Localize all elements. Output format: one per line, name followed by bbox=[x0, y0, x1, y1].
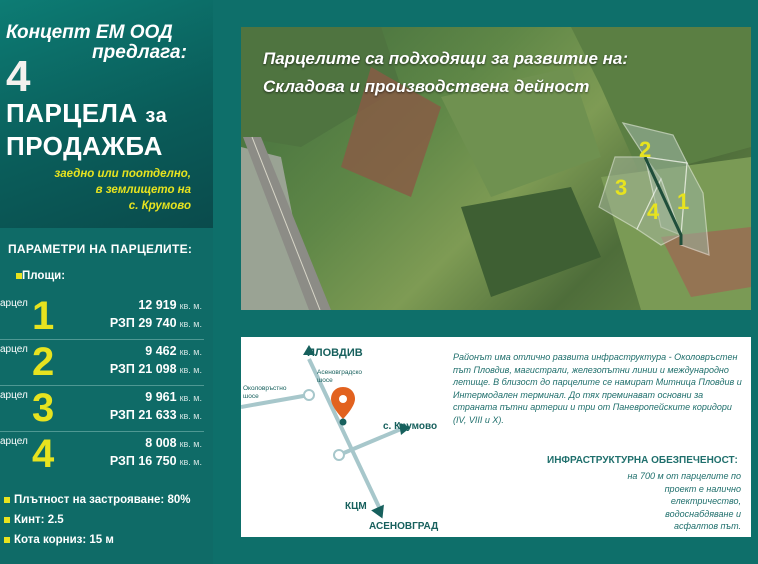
density-spec: Плътност на застрояване: 80% bbox=[4, 494, 190, 506]
bullet-icon bbox=[16, 273, 22, 279]
together-text: заедно или поотделно, bbox=[54, 168, 191, 180]
location-pin-icon bbox=[331, 387, 355, 426]
plot-label: арцел bbox=[0, 390, 28, 401]
in-land-text: в землището на bbox=[95, 184, 191, 196]
plot-rzp: РЗП 21 633 кв. м. bbox=[109, 408, 202, 422]
plot-label: арцел bbox=[0, 436, 28, 447]
photo-title-line2: Складова и производствена дейност bbox=[263, 77, 590, 96]
aerial-landscape bbox=[241, 27, 751, 310]
areas-label: Площи: bbox=[12, 270, 65, 282]
offers-label: предлага: bbox=[92, 42, 187, 63]
company-name: Концепт ЕМ ООД bbox=[6, 22, 173, 43]
asenovgrad-label: АСЕНОВГРАД bbox=[369, 521, 439, 532]
plovdiv-label: ПЛОВДИВ bbox=[307, 347, 363, 359]
cornice-spec: Кота корниз: 15 м bbox=[4, 534, 114, 546]
photo-title-line1: Парцелите са подходящи за развитие на: bbox=[263, 49, 629, 68]
offer-subtitle bbox=[54, 166, 191, 214]
za-word: за bbox=[145, 105, 168, 127]
plot-map-label: 1 bbox=[677, 189, 690, 214]
junction-icon bbox=[334, 450, 344, 460]
plot-row bbox=[0, 388, 204, 432]
offer-title bbox=[6, 98, 167, 161]
bullet-icon bbox=[4, 497, 10, 503]
plot-number: 2 bbox=[32, 340, 55, 384]
infrastructure-text: на 700 м от парцелите по проект е налично електричество, водоснабдяване и асфалтов път. bbox=[627, 471, 741, 531]
kcm-label: КЦМ bbox=[345, 501, 367, 512]
plot-rzp: РЗП 16 750 кв. м. bbox=[109, 454, 202, 468]
ring-road-label: Околовръстно шосе bbox=[243, 385, 287, 400]
plot-row bbox=[0, 342, 204, 386]
plot-number: 3 bbox=[32, 386, 55, 430]
left-panel bbox=[0, 0, 213, 564]
plot-count: 4 bbox=[6, 52, 31, 101]
plots-word: ПАРЦЕЛА bbox=[6, 98, 138, 128]
sale-word: ПРОДАЖБА bbox=[6, 131, 163, 161]
krumovo-label: с. Крумово bbox=[383, 421, 438, 432]
plot-rzp: РЗП 21 098 кв. м. bbox=[109, 362, 202, 376]
plot-area: 9 462 кв. м. bbox=[145, 344, 202, 358]
aerial-photo bbox=[241, 27, 751, 310]
region-description: Районът има отлично развита инфраструктура - Околовръстен път Пловдив, магистрали, железопътни линии и международно летище. В близост до парцелите се намират Митница Пловдив и Интермодален терминал. До тях преминават основни за страната пътни артерии и три от Паневропейските коридори (IV, VIII и X). bbox=[453, 352, 742, 425]
plot-area: 8 008 кв. м. bbox=[145, 436, 202, 450]
plot-label: арцел bbox=[0, 298, 28, 309]
bullet-icon bbox=[4, 517, 10, 523]
plot-map-label: 2 bbox=[639, 137, 652, 162]
village-text: с. Крумово bbox=[128, 200, 191, 212]
plot-row bbox=[0, 434, 204, 478]
kint-spec: Кинт: 2.5 bbox=[4, 514, 64, 526]
plot-map-label: 4 bbox=[647, 199, 660, 224]
params-heading: ПАРАМЕТРИ НА ПАРЦЕЛИТЕ: bbox=[8, 242, 193, 256]
arrow-down-icon bbox=[371, 505, 389, 522]
asen-road-label: Асеновградско шосе bbox=[317, 369, 363, 384]
plot-row bbox=[0, 296, 204, 340]
infrastructure-heading: ИНФРАСТРУКТУРНА ОБЕЗПЕЧЕНОСТ: bbox=[547, 455, 738, 466]
plot-area: 9 961 кв. м. bbox=[145, 390, 202, 404]
plot-number: 1 bbox=[32, 294, 55, 338]
plot-rzp: РЗП 29 740 кв. м. bbox=[109, 316, 202, 330]
location-info-box bbox=[241, 337, 751, 537]
plot-label: арцел bbox=[0, 344, 28, 355]
plot-map-label: 3 bbox=[615, 175, 628, 200]
offer-header bbox=[0, 0, 213, 228]
plot-number: 4 bbox=[32, 432, 55, 476]
bullet-icon bbox=[4, 537, 10, 543]
plot-area: 12 919 кв. м. bbox=[138, 298, 202, 312]
junction-icon bbox=[304, 390, 314, 400]
